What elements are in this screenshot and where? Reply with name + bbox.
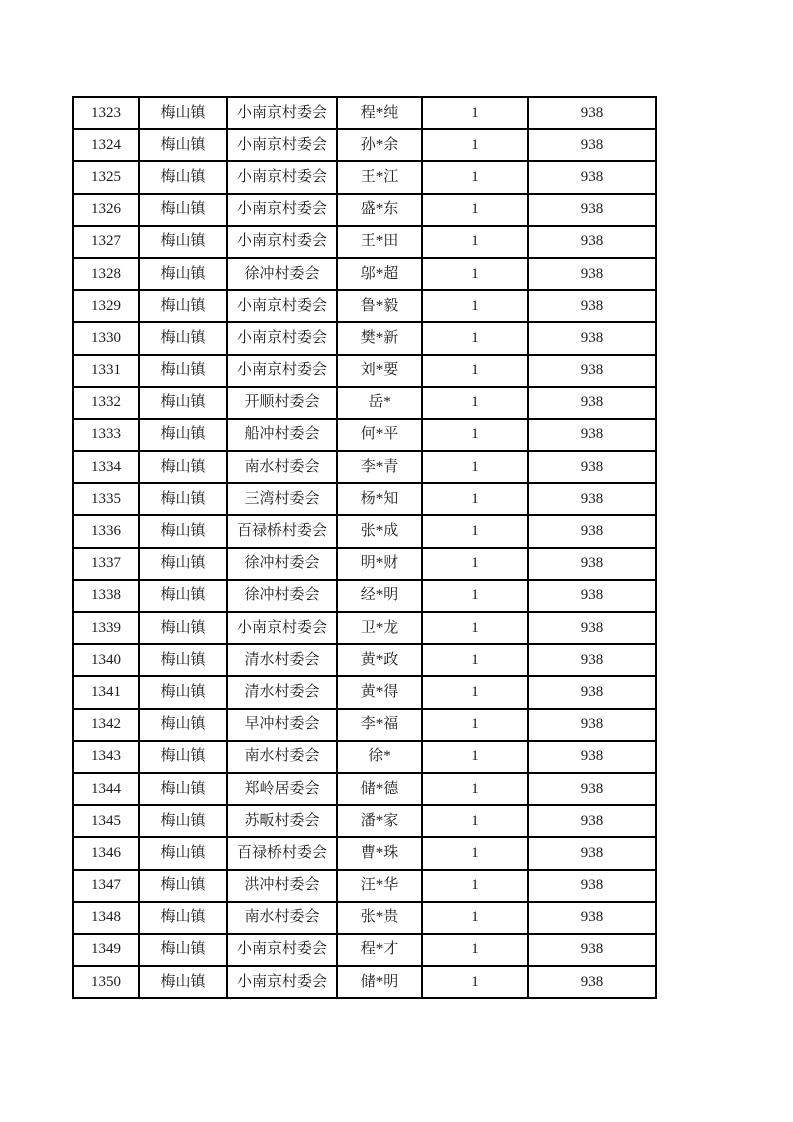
table-cell-town: 梅山镇	[139, 580, 227, 612]
table-row	[73, 966, 656, 998]
table-cell-town: 梅山镇	[139, 676, 227, 708]
table-cell-town: 梅山镇	[139, 226, 227, 258]
table-cell-count: 1	[422, 870, 528, 902]
table-cell-count: 1	[422, 902, 528, 934]
table-cell-name: 储*德	[337, 773, 422, 805]
table-cell-serial-no: 1324	[73, 129, 139, 161]
table-cell-amount: 938	[528, 741, 656, 773]
table-row	[73, 612, 656, 644]
table-cell-count: 1	[422, 161, 528, 193]
table-cell-name: 杨*知	[337, 483, 422, 515]
table-cell-amount: 938	[528, 194, 656, 226]
table-cell-serial-no: 1337	[73, 548, 139, 580]
table-row	[73, 902, 656, 934]
table-cell-town: 梅山镇	[139, 451, 227, 483]
table-cell-count: 1	[422, 580, 528, 612]
table-cell-count: 1	[422, 773, 528, 805]
table-cell-amount: 938	[528, 902, 656, 934]
table-cell-town: 梅山镇	[139, 934, 227, 966]
table-cell-count: 1	[422, 194, 528, 226]
table-row	[73, 773, 656, 805]
table-cell-count: 1	[422, 451, 528, 483]
table-cell-name: 盛*东	[337, 194, 422, 226]
table-cell-amount: 938	[528, 355, 656, 387]
table-cell-serial-no: 1332	[73, 387, 139, 419]
table-cell-serial-no: 1341	[73, 676, 139, 708]
table-cell-serial-no: 1343	[73, 741, 139, 773]
table-cell-name: 李*福	[337, 709, 422, 741]
table-cell-village-committee: 小南京村委会	[227, 966, 337, 998]
table-cell-serial-no: 1338	[73, 580, 139, 612]
table-cell-town: 梅山镇	[139, 741, 227, 773]
table-cell-count: 1	[422, 290, 528, 322]
table-cell-amount: 938	[528, 966, 656, 998]
table-cell-serial-no: 1329	[73, 290, 139, 322]
beneficiary-table	[72, 96, 657, 999]
table-cell-name: 邬*超	[337, 258, 422, 290]
table-cell-town: 梅山镇	[139, 258, 227, 290]
table-cell-amount: 938	[528, 451, 656, 483]
table-cell-town: 梅山镇	[139, 194, 227, 226]
table-cell-name: 卫*龙	[337, 612, 422, 644]
table-cell-village-committee: 徐冲村委会	[227, 258, 337, 290]
table-cell-count: 1	[422, 387, 528, 419]
table-cell-amount: 938	[528, 612, 656, 644]
table-cell-village-committee: 小南京村委会	[227, 226, 337, 258]
table-cell-town: 梅山镇	[139, 709, 227, 741]
table-row	[73, 580, 656, 612]
table-row	[73, 419, 656, 451]
table-cell-town: 梅山镇	[139, 644, 227, 676]
table-cell-amount: 938	[528, 934, 656, 966]
table-cell-town: 梅山镇	[139, 387, 227, 419]
table-cell-village-committee: 三湾村委会	[227, 483, 337, 515]
table-row	[73, 805, 656, 837]
table-cell-village-committee: 小南京村委会	[227, 194, 337, 226]
table-cell-village-committee: 清水村委会	[227, 676, 337, 708]
table-cell-amount: 938	[528, 709, 656, 741]
table-cell-name: 程*才	[337, 934, 422, 966]
table-cell-village-committee: 百禄桥村委会	[227, 837, 337, 869]
table-row	[73, 322, 656, 354]
table-cell-name: 明*财	[337, 548, 422, 580]
table-cell-count: 1	[422, 934, 528, 966]
table-row	[73, 934, 656, 966]
table-cell-amount: 938	[528, 129, 656, 161]
table-cell-village-committee: 开顺村委会	[227, 387, 337, 419]
table-cell-village-committee: 小南京村委会	[227, 129, 337, 161]
table-cell-count: 1	[422, 129, 528, 161]
table-cell-name: 张*贵	[337, 902, 422, 934]
table-cell-village-committee: 小南京村委会	[227, 97, 337, 129]
table-cell-town: 梅山镇	[139, 322, 227, 354]
table-cell-serial-no: 1323	[73, 97, 139, 129]
table-cell-village-committee: 小南京村委会	[227, 934, 337, 966]
table-cell-serial-no: 1346	[73, 837, 139, 869]
table-cell-amount: 938	[528, 548, 656, 580]
table-cell-village-committee: 小南京村委会	[227, 322, 337, 354]
table-cell-name: 黄*政	[337, 644, 422, 676]
table-cell-count: 1	[422, 741, 528, 773]
table-cell-amount: 938	[528, 387, 656, 419]
table-row	[73, 741, 656, 773]
table-cell-town: 梅山镇	[139, 773, 227, 805]
table-cell-count: 1	[422, 644, 528, 676]
table-row	[73, 451, 656, 483]
table-cell-count: 1	[422, 322, 528, 354]
table-cell-village-committee: 小南京村委会	[227, 612, 337, 644]
table-cell-amount: 938	[528, 97, 656, 129]
table-cell-serial-no: 1328	[73, 258, 139, 290]
table-cell-serial-no: 1325	[73, 161, 139, 193]
table-row	[73, 258, 656, 290]
table-cell-count: 1	[422, 226, 528, 258]
table-body	[73, 97, 656, 998]
table-cell-name: 储*明	[337, 966, 422, 998]
table-cell-name: 李*青	[337, 451, 422, 483]
table-cell-town: 梅山镇	[139, 805, 227, 837]
table-row	[73, 290, 656, 322]
table-cell-town: 梅山镇	[139, 483, 227, 515]
table-cell-count: 1	[422, 483, 528, 515]
table-cell-town: 梅山镇	[139, 966, 227, 998]
table-cell-village-committee: 小南京村委会	[227, 161, 337, 193]
table-cell-serial-no: 1333	[73, 419, 139, 451]
table-cell-name: 张*成	[337, 515, 422, 547]
table-cell-town: 梅山镇	[139, 129, 227, 161]
table-cell-amount: 938	[528, 258, 656, 290]
table-cell-amount: 938	[528, 644, 656, 676]
table-cell-village-committee: 清水村委会	[227, 644, 337, 676]
table-cell-serial-no: 1334	[73, 451, 139, 483]
table-cell-amount: 938	[528, 322, 656, 354]
table-cell-name: 刘*要	[337, 355, 422, 387]
table-cell-town: 梅山镇	[139, 419, 227, 451]
table-cell-village-committee: 苏畈村委会	[227, 805, 337, 837]
table-cell-amount: 938	[528, 870, 656, 902]
table-cell-count: 1	[422, 966, 528, 998]
table-cell-village-committee: 南水村委会	[227, 902, 337, 934]
table-cell-amount: 938	[528, 290, 656, 322]
table-cell-name: 孙*余	[337, 129, 422, 161]
table-cell-count: 1	[422, 676, 528, 708]
table-cell-name: 经*明	[337, 580, 422, 612]
table-cell-town: 梅山镇	[139, 902, 227, 934]
table-cell-name: 汪*华	[337, 870, 422, 902]
table-cell-town: 梅山镇	[139, 97, 227, 129]
table-cell-count: 1	[422, 419, 528, 451]
table-cell-count: 1	[422, 612, 528, 644]
table-row	[73, 355, 656, 387]
table-cell-name: 王*江	[337, 161, 422, 193]
table-cell-name: 鲁*毅	[337, 290, 422, 322]
table-cell-name: 曹*珠	[337, 837, 422, 869]
table-cell-town: 梅山镇	[139, 515, 227, 547]
table-cell-serial-no: 1330	[73, 322, 139, 354]
table-cell-town: 梅山镇	[139, 837, 227, 869]
table-row	[73, 870, 656, 902]
table-cell-amount: 938	[528, 161, 656, 193]
table-cell-amount: 938	[528, 580, 656, 612]
table-row	[73, 129, 656, 161]
table-cell-village-committee: 徐冲村委会	[227, 548, 337, 580]
table-cell-town: 梅山镇	[139, 290, 227, 322]
table-cell-village-committee: 船冲村委会	[227, 419, 337, 451]
table-cell-serial-no: 1345	[73, 805, 139, 837]
table-cell-count: 1	[422, 837, 528, 869]
table-cell-amount: 938	[528, 773, 656, 805]
table-cell-amount: 938	[528, 837, 656, 869]
table-cell-count: 1	[422, 709, 528, 741]
table-cell-town: 梅山镇	[139, 870, 227, 902]
table-cell-count: 1	[422, 97, 528, 129]
table-cell-amount: 938	[528, 419, 656, 451]
table-cell-village-committee: 小南京村委会	[227, 355, 337, 387]
table-cell-serial-no: 1339	[73, 612, 139, 644]
table-cell-serial-no: 1327	[73, 226, 139, 258]
table-cell-town: 梅山镇	[139, 548, 227, 580]
table-cell-serial-no: 1335	[73, 483, 139, 515]
table-cell-village-committee: 郑岭居委会	[227, 773, 337, 805]
table-cell-name: 王*田	[337, 226, 422, 258]
table-cell-village-committee: 洪冲村委会	[227, 870, 337, 902]
table-cell-name: 徐*	[337, 741, 422, 773]
table-cell-amount: 938	[528, 676, 656, 708]
table-row	[73, 515, 656, 547]
table-cell-count: 1	[422, 355, 528, 387]
table-cell-name: 樊*新	[337, 322, 422, 354]
table-cell-name: 何*平	[337, 419, 422, 451]
table-cell-name: 岳*	[337, 387, 422, 419]
table-cell-amount: 938	[528, 515, 656, 547]
table-cell-serial-no: 1350	[73, 966, 139, 998]
table-row	[73, 644, 656, 676]
table-cell-serial-no: 1344	[73, 773, 139, 805]
table-cell-serial-no: 1349	[73, 934, 139, 966]
table-cell-name: 程*纯	[337, 97, 422, 129]
table-cell-count: 1	[422, 805, 528, 837]
table-row	[73, 161, 656, 193]
table-cell-serial-no: 1347	[73, 870, 139, 902]
table-cell-village-committee: 百禄桥村委会	[227, 515, 337, 547]
table-row	[73, 483, 656, 515]
table-row	[73, 709, 656, 741]
table-cell-serial-no: 1336	[73, 515, 139, 547]
table-cell-name: 潘*家	[337, 805, 422, 837]
table-row	[73, 837, 656, 869]
table-cell-serial-no: 1342	[73, 709, 139, 741]
table-cell-serial-no: 1331	[73, 355, 139, 387]
table-cell-count: 1	[422, 258, 528, 290]
table-cell-serial-no: 1340	[73, 644, 139, 676]
table-cell-village-committee: 小南京村委会	[227, 290, 337, 322]
table-cell-amount: 938	[528, 226, 656, 258]
table-cell-village-committee: 南水村委会	[227, 451, 337, 483]
table-cell-village-committee: 早冲村委会	[227, 709, 337, 741]
table-cell-amount: 938	[528, 805, 656, 837]
table-cell-count: 1	[422, 548, 528, 580]
table-cell-name: 黄*得	[337, 676, 422, 708]
table-cell-village-committee: 徐冲村委会	[227, 580, 337, 612]
table-row	[73, 387, 656, 419]
table-cell-town: 梅山镇	[139, 355, 227, 387]
table-row	[73, 676, 656, 708]
table-row	[73, 226, 656, 258]
table-row	[73, 548, 656, 580]
table-cell-town: 梅山镇	[139, 612, 227, 644]
table-cell-town: 梅山镇	[139, 161, 227, 193]
table-row	[73, 97, 656, 129]
table-row	[73, 194, 656, 226]
table-cell-serial-no: 1326	[73, 194, 139, 226]
table-cell-count: 1	[422, 515, 528, 547]
table-cell-serial-no: 1348	[73, 902, 139, 934]
table-cell-village-committee: 南水村委会	[227, 741, 337, 773]
table-cell-amount: 938	[528, 483, 656, 515]
